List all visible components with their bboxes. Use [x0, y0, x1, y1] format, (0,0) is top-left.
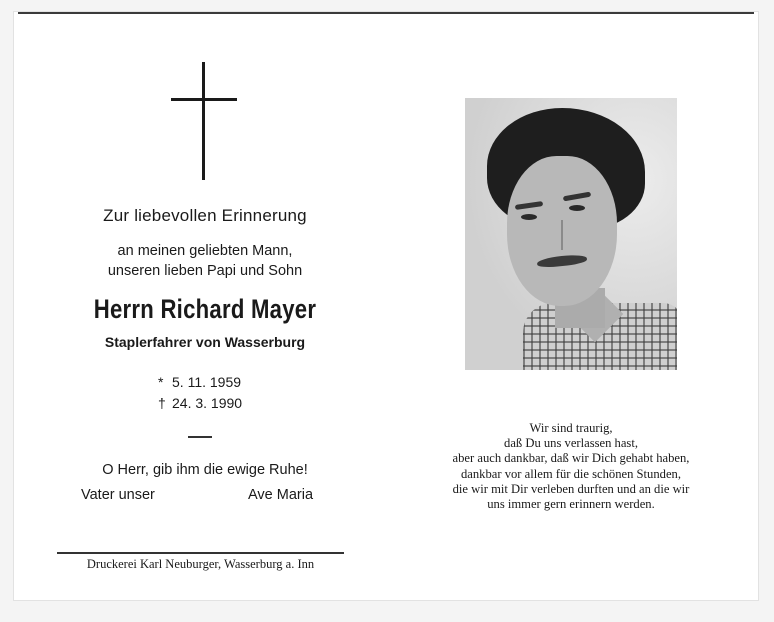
- death-symbol: †: [158, 395, 166, 411]
- dedication-line-1: an meinen geliebten Mann,: [117, 243, 293, 259]
- separator-dash: [188, 436, 212, 438]
- printer-rule: [57, 552, 344, 554]
- photo-eye-right: [569, 205, 585, 211]
- birth-date: 5. 11. 1959: [172, 374, 242, 390]
- memory-heading: Zur liebevollen Erinnerung: [103, 206, 307, 225]
- cross-vertical-bar: [202, 62, 205, 180]
- birth-date-row: [158, 374, 241, 390]
- prayer-ave-maria: Ave Maria: [248, 487, 314, 503]
- prayer-vater-unser: Vater unser: [81, 487, 155, 503]
- death-date-row: [158, 395, 242, 411]
- poem-line: Wir sind traurig,: [529, 421, 613, 435]
- poem-line: dankbar vor allem für die schönen Stunden,: [461, 466, 681, 481]
- card-top-edge: [18, 12, 754, 14]
- poem-line: uns immer gern erinnern werden.: [487, 497, 655, 512]
- photo-nose: [549, 220, 563, 250]
- portrait-photo: [465, 98, 677, 370]
- poem-line: aber auch dankbar, daß wir Dich gehabt haben,: [452, 451, 690, 466]
- cross-horizontal-bar: [171, 98, 237, 101]
- photo-eye-left: [521, 214, 537, 220]
- memorial-poem: [428, 421, 714, 512]
- death-date: 24. 3. 1990: [172, 395, 243, 411]
- dedication-line-2: unseren lieben Papi und Sohn: [107, 263, 303, 279]
- occupation: Staplerfahrer von Wasserburg: [104, 334, 306, 350]
- birth-symbol: *: [158, 374, 164, 390]
- poem-line: die wir mit Dir verleben durften und an die wir: [452, 481, 690, 496]
- printer-imprint: Druckerei Karl Neuburger, Wasserburg a. Inn: [86, 557, 315, 571]
- deceased-name: Herrn Richard Mayer: [93, 294, 317, 324]
- prayer-line: O Herr, gib ihm die ewige Ruhe!: [102, 462, 308, 478]
- poem-line: daß Du uns verlassen hast,: [504, 436, 638, 451]
